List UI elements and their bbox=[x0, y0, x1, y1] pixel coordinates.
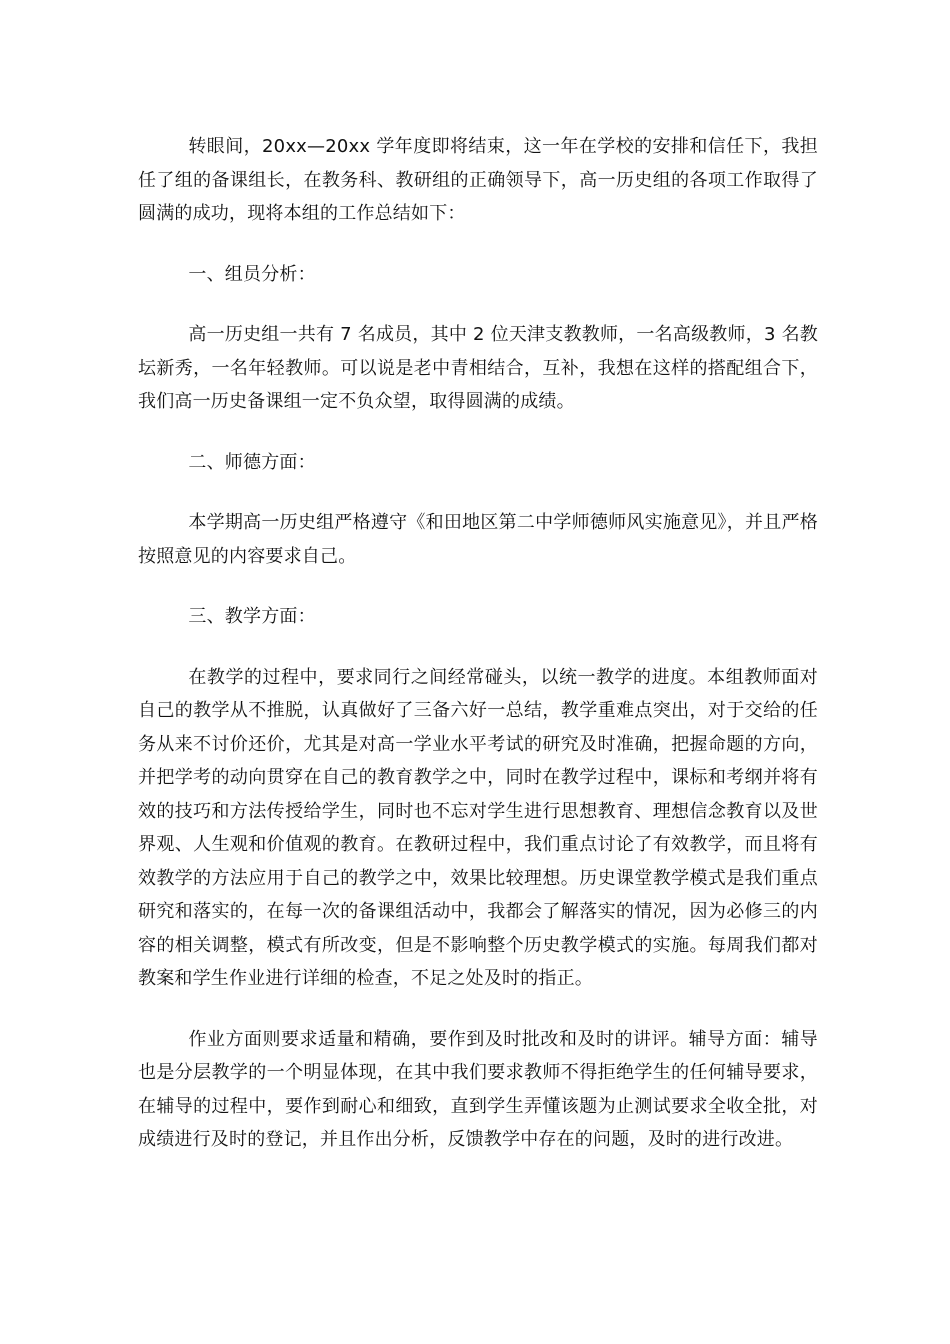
section-heading-members: 一、组员分析： bbox=[188, 263, 316, 285]
section-heading-ethics: 二、师德方面： bbox=[188, 451, 316, 473]
ethics-paragraph: 本学期高一历史组严格遵守《和田地区第二中学师德师风实施意见》，并且严格按照意见的内容要求自己。 bbox=[138, 512, 818, 567]
section-heading-teaching: 三、教学方面： bbox=[188, 606, 316, 627]
document-body bbox=[138, 130, 818, 1184]
members-paragraph: 高一历史组一共有 7 名成员，其中 2 位天津支教教师，一名高级教师，3 名教坛新秀，一名年轻教师。可以说是老中青相结合，互补，我想在这样的搭配组合下，我们高一历史备课组一定不负众望，取得圆满的成绩。 bbox=[138, 324, 818, 412]
homework-paragraph: 作业方面则要求适量和精确，要作到及时批改和及时的讲评。辅导方面：辅导也是分层教学的一个明显体现，在其中我们要求教师不得拒绝学生的任何辅导要求，在辅导的过程中，要作到耐心和细致，直到学生弄懂该题为止测试要求全收全批，对成绩进行及时的登记，并且作出分析，反馈教学中存在的问题，及时的进行改进。 bbox=[138, 1028, 818, 1150]
teaching-paragraph: 在教学的过程中，要求同行之间经常碰头，以统一教学的进度。本组教师面对自己的教学从不推脱，认真做好了三备六好一总结，教学重难点突出，对于交给的任务从来不讨价还价，尤其是对高一学业水平考试的研究及时准确，把握命题的方向，并把学考的动向贯穿在自己的教育教学之中，同时在教学过程中，课标和考纲并将有效的技巧和方法传授给学生，同时也不忘对学生进行思想教育、理想信念教育以及世界观、人生观和价值观的教育。在教研过程中，我们重点讨论了有效教学，而且将有效教学的方法应用于自己的教学之中，效果比较理想。历史课堂教学模式是我们重点研究和落实的，在每一次的备课组活动中，我都会了解落实的情况，因为必修三的内容的相关调整，模式有所改变，但是不影响整个历史教学模式的实施。每周我们都对教案和学生作业进行详细的检查，不足之处及时的指正。 bbox=[138, 666, 818, 989]
intro-paragraph: 转眼间，20xx—20xx 学年度即将结束，这一年在学校的安排和信任下，我担任了组的备课组长，在教务科、教研组的正确领导下，高一历史组的各项工作取得了圆满的成功，现将本组的工作总结如下： bbox=[138, 136, 818, 224]
